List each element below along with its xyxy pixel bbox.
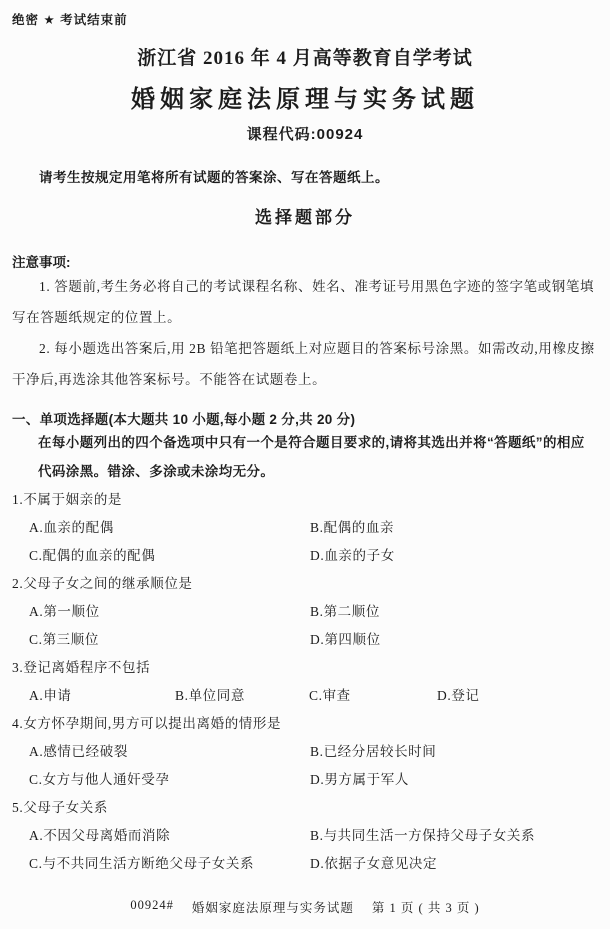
question-5-option-b: B.与共同生活一方保持父母子女关系 [310, 828, 536, 843]
note-item-2: 2. 每小题选出答案后,用 2B 铅笔把答题纸上对应题目的答案标号涂黑。如需改动,用橡皮擦干净后,再选涂其他答案标号。不能答在试题卷上。 [12, 341, 595, 387]
question-4-option-b: B.已经分居较长时间 [310, 744, 437, 759]
question-5 [12, 794, 598, 878]
question-4-stem: 4.女方怀孕期间,男方可以提出离婚的情形是 [12, 716, 282, 731]
question-1-option-c: C.配偶的血亲的配偶 [29, 548, 156, 563]
security-classification-label: 绝密 ★ 考试结束前 [12, 13, 128, 27]
question-4-option-d: D.男方属于军人 [310, 772, 409, 787]
question-1 [12, 486, 598, 570]
part1-heading: 一、单项选择题(本大题共 10 小题,每小题 2 分,共 20 分) [12, 412, 356, 427]
footer-paper-title: 婚姻家庭法原理与实务试题 [191, 901, 354, 915]
exam-subject-title: 婚姻家庭法原理与实务试题 [131, 86, 479, 113]
footer-course-code: 00924# [130, 898, 174, 912]
question-5-option-c: C.与不共同生活方断绝父母子女关系 [29, 856, 255, 871]
question-2-option-d: D.第四顺位 [310, 632, 381, 647]
question-3-option-a: A.申请 [29, 688, 72, 703]
question-3-options [29, 682, 598, 710]
question-3 [12, 654, 598, 710]
question-2-stem: 2.父母子女之间的继承顺位是 [12, 576, 193, 591]
question-2 [12, 570, 598, 654]
question-5-stem: 5.父母子女关系 [12, 800, 108, 815]
answer-sheet-instruction: 请考生按规定用笔将所有试题的答案涂、写在答题纸上。 [39, 170, 389, 185]
question-4 [12, 710, 598, 794]
exam-session-title: 浙江省 2016 年 4 月高等教育自学考试 [137, 48, 473, 69]
question-3-option-b: B.单位同意 [175, 688, 245, 703]
question-4-option-c: C.女方与他人通奸受孕 [29, 772, 170, 787]
question-1-options [29, 514, 598, 570]
question-1-option-b: B.配偶的血亲 [310, 520, 395, 535]
question-5-option-d: D.依据子女意见决定 [310, 856, 438, 871]
question-5-option-a: A.不因父母离婚而消除 [29, 828, 171, 843]
question-3-option-c: C.审查 [309, 688, 351, 703]
question-1-option-a: A.血亲的配偶 [29, 520, 114, 535]
course-code: 课程代码:00924 [246, 126, 364, 143]
section-title-multiple-choice: 选择题部分 [255, 208, 355, 227]
question-1-option-d: D.血亲的子女 [310, 548, 395, 563]
question-1-stem: 1.不属于姻亲的是 [12, 492, 123, 507]
question-3-stem: 3.登记离婚程序不包括 [12, 660, 151, 675]
note-item-1: 1. 答题前,考生务必将自己的考试课程名称、姓名、准考证号用黑色字迹的签字笔或钢笔填写在答题纸规定的位置上。 [12, 279, 595, 325]
question-5-options [29, 822, 598, 878]
question-4-options [29, 738, 598, 794]
page-footer [0, 898, 610, 916]
question-3-option-d: D.登记 [437, 688, 480, 703]
part1-instruction: 在每小题列出的四个备选项中只有一个是符合题目要求的,请将其选出并将“答题纸”的相应代码涂黑。错涂、多涂或未涂均无分。 [38, 435, 585, 479]
question-4-option-a: A.感情已经破裂 [29, 744, 128, 759]
question-2-options [29, 598, 598, 654]
footer-page-number: 第 1 页 ( 共 3 页 ) [371, 901, 480, 915]
question-2-option-b: B.第二顺位 [310, 604, 380, 619]
notes-heading: 注意事项: [12, 255, 71, 270]
question-2-option-a: A.第一顺位 [29, 604, 100, 619]
question-2-option-c: C.第三顺位 [29, 632, 99, 647]
